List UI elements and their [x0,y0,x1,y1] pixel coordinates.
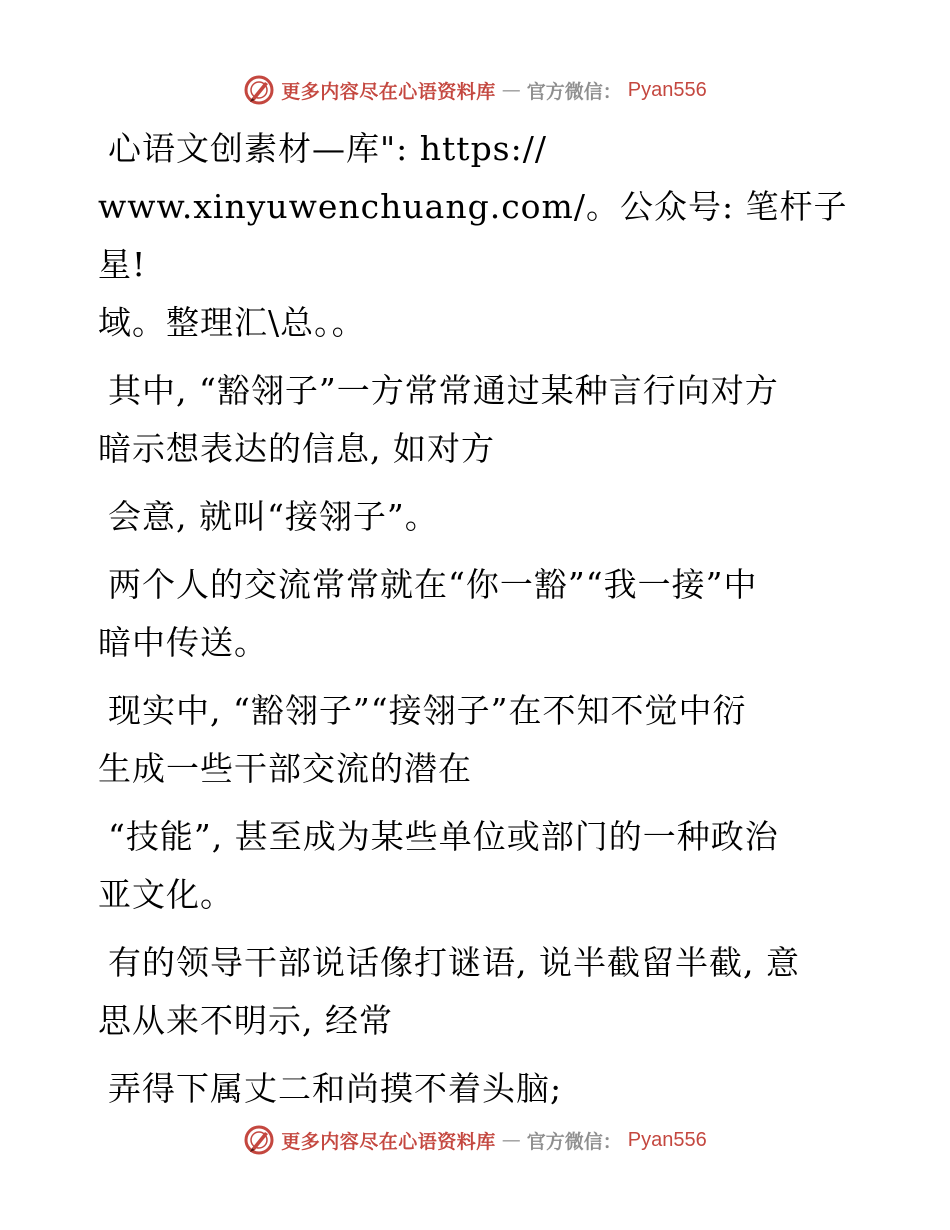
text-line: 会意, 就叫“接翎子”。 [108,497,439,536]
pen-circle-logo-icon [243,74,275,106]
text-line: 两个人的交流常常就在“你一豁”“我一接”中 [108,565,758,604]
banner-wechat-label: 官方微信： [526,1130,622,1153]
text-line: 亚文化。 [98,875,234,914]
text-line: 暗示想表达的信息, 如对方 [98,429,495,468]
banner-separator: — [501,1129,521,1151]
banner-wechat-id: Pyan556 [627,1128,707,1151]
text-line: 心语文创素材—库": https:// [108,129,547,168]
text-line: 思从来不明示, 经常 [98,1001,393,1040]
text-line: 暗中传送。 [98,623,268,662]
banner-inner [243,1124,707,1156]
paragraph [98,808,858,924]
paragraph [98,556,858,672]
text-line: 域。整理汇\总。。 [98,303,366,342]
text-line: 弄得下属丈二和尚摸不着头脑; [108,1069,563,1108]
paragraph [98,362,858,478]
banner-promo-text: 更多内容尽在心语资料库 [281,1130,496,1153]
text-line: 其中, “豁翎子”一方常常通过某种言行向对方 [108,371,779,410]
banner-wechat-label: 官方微信： [526,80,622,103]
paragraph [98,682,858,798]
pen-circle-logo-icon [243,1124,275,1156]
banner-promo-text: 更多内容尽在心语资料库 [281,80,496,103]
text-line: “技能”, 甚至成为某些单位或部门的一种政治 [108,817,779,856]
footer-watermark-banner [0,1120,950,1160]
paragraph [98,934,858,1050]
header-watermark-banner [0,70,950,110]
text-line: 有的领导干部说话像打谜语, 说半截留半截, 意 [108,943,800,982]
text-line: 生成一些干部交流的潜在 [98,749,472,788]
paragraph [98,1060,858,1118]
banner-wechat-id: Pyan556 [627,78,707,101]
banner-inner [243,74,707,106]
text-line: 现实中, “豁翎子”“接翎子”在不知不觉中衍 [108,691,747,730]
document-body [98,120,858,1118]
text-line: www.xinyuwenchuang.com/。公众号: 笔杆子星! [98,187,848,284]
paragraph [98,488,858,546]
paragraph-source-info [98,120,858,352]
banner-separator: — [501,79,521,101]
